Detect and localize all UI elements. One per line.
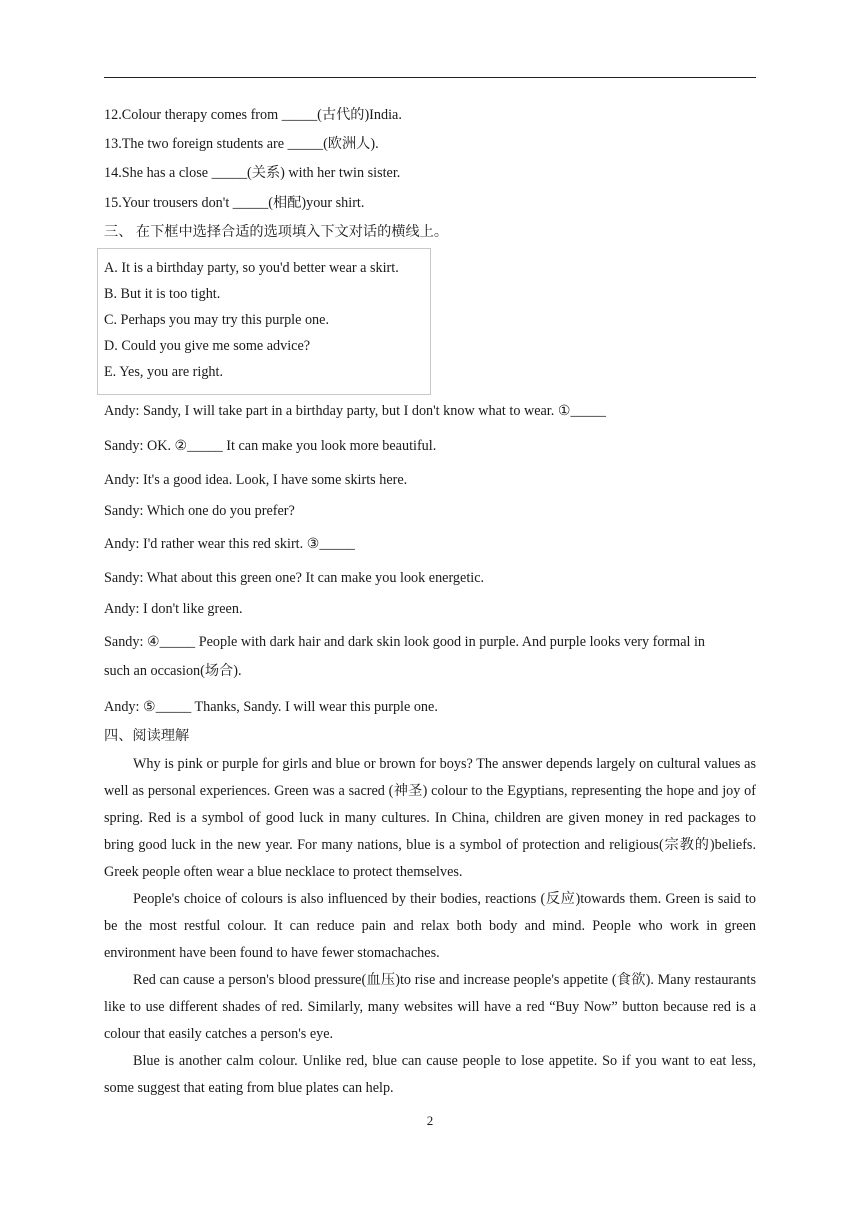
dialogue-line-8: Sandy: ④_____ People with dark hair and dark skin look good in purple. And purple looks very formal in xyxy=(104,634,706,650)
fill-item-13: 13.The two foreign students are _____(欧洲人). xyxy=(104,136,379,152)
option-b: B. But it is too tight. xyxy=(104,286,221,302)
fill-item-15: 15.Your trousers don't _____(相配)your shirt. xyxy=(104,195,365,211)
fill-item-12: 12.Colour therapy comes from _____(古代的)India. xyxy=(104,107,402,123)
dialogue-line-3: Andy: It's a good idea. Look, I have some skirts here. xyxy=(104,472,408,488)
section4-heading: 四、阅读理解 xyxy=(104,728,190,744)
options-box xyxy=(97,248,431,395)
option-c: C. Perhaps you may try this purple one. xyxy=(104,312,329,328)
option-e: E. Yes, you are right. xyxy=(104,364,224,380)
dialogue-line-4: Sandy: Which one do you prefer? xyxy=(104,503,295,519)
dialogue-line-9: Andy: ⑤_____ Thanks, Sandy. I will wear this purple one. xyxy=(104,699,438,715)
dialogue-line-7: Andy: I don't like green. xyxy=(104,601,243,617)
dialogue-line-8-cont: such an occasion(场合). xyxy=(104,663,242,679)
header-rule xyxy=(104,77,756,78)
dialogue-line-2: Sandy: OK. ②_____ It can make you look more beautiful. xyxy=(104,438,437,454)
dialogue-line-1: Andy: Sandy, I will take part in a birthday party, but I don't know what to wear. ①_____ xyxy=(104,403,607,419)
dialogue-line-6: Sandy: What about this green one? It can make you look energetic. xyxy=(104,570,485,586)
option-a: A. It is a birthday party, so you'd better wear a skirt. xyxy=(104,260,399,276)
page-number: 2 xyxy=(426,1113,434,1128)
reading-paragraph-2: People's choice of colours is also influenced by their bodies, reactions (反应)towards them. Green is said to be the most restful colour. It can reduce pain and relax both body and mind. People who work in green environment have been found to have fewer stomachaches. xyxy=(104,891,756,961)
reading-paragraph-1: Why is pink or purple for girls and blue or brown for boys? The answer depends largely on cultural values as well as personal experiences. Green was a sacred (神圣) colour to the Egyptians, representing the hope and joy of spring. Red is a symbol of good luck in many cultures. In China, children are given money in red packages to bring good luck in the new year. For many nations, blue is a symbol of protection and religious(宗教的)beliefs. Greek people often wear a blue necklace to protect themselves. xyxy=(104,756,756,880)
reading-paragraph-4: Blue is another calm colour. Unlike red, blue can cause people to lose appetite. So if you want to eat less, some suggest that eating from blue plates can help. xyxy=(104,1053,756,1096)
reading-paragraph-3: Red can cause a person's blood pressure(血压)to rise and increase people's appetite (食欲). Many restaurants like to use different shades of red. Similarly, many websites will have a red “Buy Now” button because red is a colour that easily catches a person's eye. xyxy=(104,972,756,1042)
reading-passage xyxy=(104,751,756,1102)
dialogue-line-5: Andy: I'd rather wear this red skirt. ③_____ xyxy=(104,536,355,552)
option-d: D. Could you give me some advice? xyxy=(104,338,311,354)
section3-heading: 三、 在下框中选择合适的选项填入下文对话的横线上。 xyxy=(104,224,449,240)
fill-item-14: 14.She has a close _____(关系) with her twin sister. xyxy=(104,165,401,181)
